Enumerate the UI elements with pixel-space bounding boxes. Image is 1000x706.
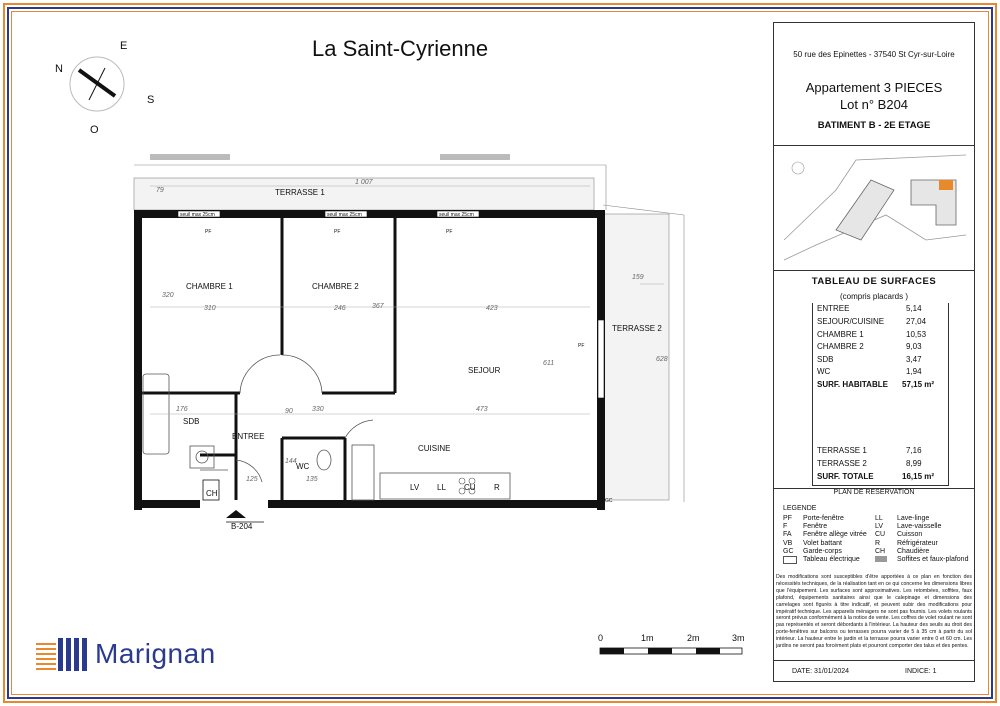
legend-label-soffites: Soffites et faux-plafond (897, 556, 969, 563)
ch-label: CH (206, 489, 218, 498)
surface-value-sdb: 3,47 (906, 355, 922, 364)
lot-tag: B-204 (231, 522, 253, 531)
legend-label-vb: Volet battant (803, 540, 842, 547)
legend-code-fa: FA (783, 531, 792, 538)
pf-label-3: PF (446, 229, 453, 235)
scale-0: 0 (598, 633, 604, 643)
legend-code-ch: CH (875, 548, 886, 555)
surface-value-terrasse2: 8,99 (906, 459, 922, 468)
seuil-label-3: seuil max 25cm (439, 212, 474, 218)
surface-name-entree: ENTREE (817, 304, 850, 313)
legend-label-lv: Lave-vaisselle (897, 523, 942, 530)
surface-name-chambre2: CHAMBRE 2 (817, 342, 864, 351)
pf-label-1: PF (205, 229, 212, 235)
compass-n: N (55, 63, 63, 75)
dim-c1-width: 310 (204, 305, 216, 312)
appliance-lv: LV (410, 483, 420, 492)
pf-label-4: PF (578, 343, 585, 349)
panel-divider-4 (773, 660, 975, 661)
legend-label-ch: Chaudière (897, 548, 930, 555)
legend-code-pf: PF (783, 515, 792, 522)
dim-t1-depth: 79 (156, 187, 164, 194)
dim-ch-width: 125 (246, 476, 258, 483)
legend-code-r: R (875, 540, 881, 547)
appliance-r: R (494, 483, 500, 492)
footer-date: DATE: 31/01/2024 (792, 668, 850, 675)
dim-wc-width: 135 (306, 476, 318, 483)
surface-table-title: TABLEAU DE SURFACES (811, 276, 937, 287)
terrasse2-label: TERRASSE 2 (612, 324, 662, 333)
legend-label-ll: Lave-linge (897, 515, 930, 522)
appliance-ll: LL (437, 483, 446, 492)
dim-kitchen-width: 473 (476, 406, 488, 413)
surface-value-chambre1: 10,53 (906, 330, 927, 339)
marignan-logo-icon (34, 636, 90, 672)
legend-code-lv: LV (875, 523, 884, 530)
chambre1-label: CHAMBRE 1 (186, 282, 233, 291)
legend-label-pf: Porte-fenêtre (803, 515, 844, 522)
disclaimer-notes: Des modifications sont susceptibles d'être apportées à ce plan en fonction des nécessités techniques, de la réalisation tant en ce qui concerne les dimensions libres que l'équipement. Les surfaces sont approximatives. Les retombées, soffites, faux plafond, équipements sanitaires ainsi que le calepinage et dimensions des carrelages sont figurés à titre indicatif, et peuvent subir des modifications pour impératif technique. Les appareils ménagers ne sont pas fournis. Les volets roulants seront prévus conformément à la notice de vente. Les coffres de volet roulant ne sont pas représentés et seront débordants à l'intérieur. La hauteur des seuils au droit des porte-fenêtres sur balcons ou terrasses pourra varier de 5 à 35 cm à partir du sol intérieur. La hauteur entre le jardin et la terrasse pourra varier entre 0 et 60 cm. Les jardins ne seront pas forcément plats et pourront comporter des talus et des pentes. (776, 574, 972, 650)
sdb-label: SDB (183, 417, 200, 426)
surface-total-label: SURF. TOTALE (817, 472, 874, 481)
dim-t2-width: 159 (632, 274, 644, 281)
legend-code-vb: VB (783, 540, 793, 547)
legend-code-cu: CU (875, 531, 886, 538)
surface-value-terrasse1: 7,16 (906, 446, 922, 455)
dim-sejour-width: 423 (486, 305, 498, 312)
surface-value-entree: 5,14 (906, 304, 922, 313)
legend-label-fa: Fenêtre allège vitrée (803, 531, 867, 538)
legend-code-gc: GC (783, 548, 794, 555)
cuisine-label: CUISINE (418, 444, 451, 453)
scale-bar (598, 646, 748, 660)
compass-o: O (90, 124, 99, 136)
brand-name: Marignan (95, 638, 216, 669)
plan-title: La Saint-Cyrienne (312, 36, 489, 61)
dim-entree-width: 330 (312, 406, 324, 413)
surface-total-value: 16,15 m² (902, 472, 935, 481)
surface-value-chambre2: 9,03 (906, 342, 922, 351)
surface-name-sdb: SDB (817, 355, 834, 364)
dim-sejour-depth: 611 (543, 360, 555, 367)
surface-habitable-label: SURF. HABITABLE (817, 380, 888, 389)
electric-panel-icon (783, 556, 797, 564)
legend-code-ll: LL (875, 515, 883, 522)
wc-label: WC (296, 462, 310, 471)
surface-value-sejour: 27,04 (906, 317, 927, 326)
legend-label-gc: Garde-corps (803, 548, 842, 555)
panel-divider-1 (773, 145, 975, 146)
scale-2m: 2m (687, 633, 700, 643)
surface-name-terrasse2: TERRASSE 2 (817, 459, 867, 468)
surface-name-sejour: SEJOUR/CUISINE (817, 317, 885, 326)
surface-name-terrasse1: TERRASSE 1 (817, 446, 867, 455)
chambre2-label: CHAMBRE 2 (312, 282, 359, 291)
surface-name-wc: WC (817, 367, 831, 376)
appliance-cu: CU (464, 483, 476, 492)
dim-c2-width: 246 (334, 305, 346, 312)
legend-title: LEGENDE (783, 505, 817, 512)
gc-label: GC (605, 498, 613, 504)
scale-3m: 3m (732, 633, 745, 643)
dim-t1-width: 1 007 (355, 179, 373, 186)
dim-sdb-width: 176 (176, 406, 188, 413)
site-compass-icon (792, 162, 804, 174)
soffite-icon (875, 556, 887, 562)
compass-e: E (120, 40, 128, 52)
legend-code-f: F (783, 523, 788, 530)
sejour-label: SEJOUR (468, 366, 501, 375)
seuil-label-2: seuil max 25cm (327, 212, 362, 218)
lot-number: Lot n° B204 (839, 97, 909, 112)
legend-label-f: Fenêtre (803, 523, 828, 530)
compass-s: S (147, 94, 155, 106)
plan-reservation-title: PLAN DE RESERVATION (833, 489, 915, 496)
building-floor: BATIMENT B - 2E ETAGE (817, 120, 931, 131)
legend-label-cu: Cuisson (897, 531, 923, 538)
address: 50 rue des Epinettes - 37540 St Cyr-sur-Loire (793, 50, 955, 59)
legend-label-tableau: Tableau électrique (803, 556, 860, 563)
surface-name-chambre1: CHAMBRE 1 (817, 330, 864, 339)
dim-c1-depth: 320 (162, 292, 174, 299)
seuil-label-1: seuil max 25cm (180, 212, 215, 218)
site-plan (776, 150, 972, 266)
apartment-type: Appartement 3 PIECES (805, 80, 943, 95)
scale-1m: 1m (641, 633, 654, 643)
surface-table-subtitle: (compris placards ) (839, 292, 908, 301)
panel-divider-2 (773, 270, 975, 271)
dim-c2-depth: 367 (372, 303, 384, 310)
surface-value-wc: 1,94 (906, 367, 922, 376)
dim-entree-depth: 90 (285, 408, 293, 415)
terrasse1-label: TERRASSE 1 (275, 188, 325, 197)
dim-wc-depth: 144 (285, 458, 297, 465)
pf-label-2: PF (334, 229, 341, 235)
footer-index: INDICE: 1 (905, 668, 937, 675)
dim-t2-depth: 628 (656, 356, 668, 363)
legend-label-r: Réfrigérateur (897, 540, 938, 547)
surface-habitable-value: 57,15 m² (902, 380, 935, 389)
entree-label: ENTREE (232, 432, 265, 441)
